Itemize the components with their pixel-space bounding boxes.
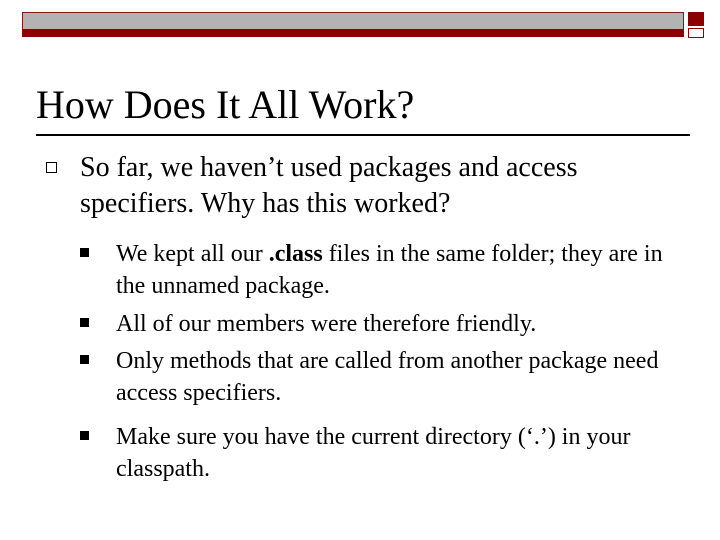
banner-stripe (22, 29, 684, 37)
sub-bullet-text (116, 238, 676, 302)
square-bullet-icon (80, 355, 89, 364)
main-bullet-text: So far, we haven’t used packages and access specifiers. Why has this worked? (80, 152, 578, 219)
sub-bullet-text: Make sure you have the current directory (‘.’) in your classpath. (116, 424, 631, 482)
sub-bullet-text: Only methods that are called from another package need access specifiers. (116, 348, 659, 406)
square-bullet-icon (80, 248, 89, 257)
sub-bullet-text-pre: We kept all our (116, 241, 269, 267)
top-banner (22, 12, 706, 38)
square-bullet-icon (80, 431, 89, 440)
sub-bullet-text-post: files in the same folder; they are in the unnamed package. (116, 241, 663, 299)
banner-square-outline (688, 28, 704, 38)
sub-bullet-text: All of our members were therefore friendly. (116, 311, 537, 337)
sub-bullet-text-bold: .class (268, 241, 323, 267)
banner-square-filled (688, 12, 704, 26)
square-bullet-icon (80, 318, 89, 327)
title-divider (36, 134, 690, 136)
hollow-square-bullet-icon (46, 162, 57, 173)
slide-title: How Does It All Work? (36, 82, 415, 127)
